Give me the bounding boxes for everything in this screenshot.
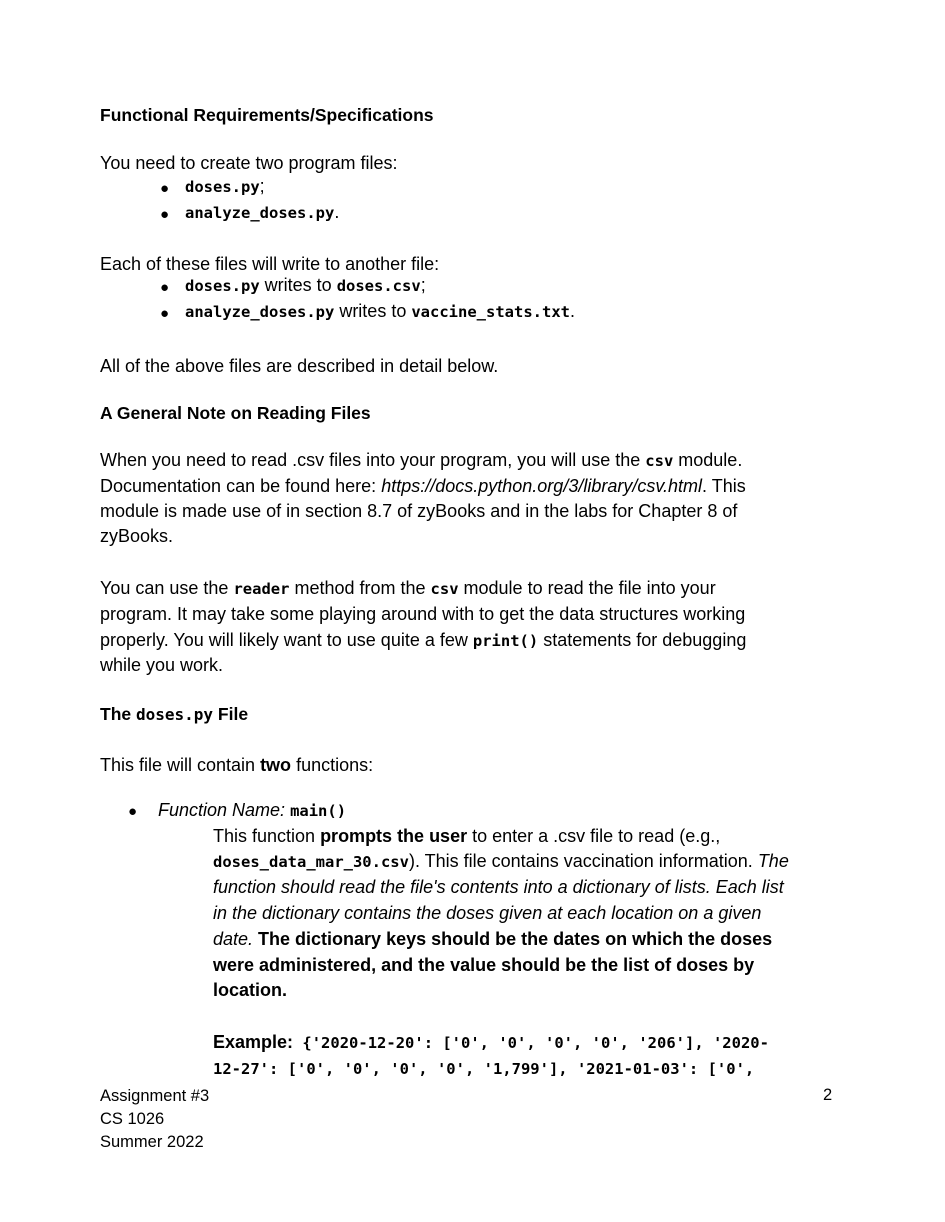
paragraph-line: zyBooks. bbox=[100, 526, 174, 546]
paragraph-line: module is made use of in section 8.7 of zyBooks and in the labs for Chapter 8 of bbox=[100, 501, 738, 521]
footer-term: Summer 2022 bbox=[100, 1133, 204, 1151]
list-item: doses.py writes to doses.csv; bbox=[185, 275, 426, 295]
footer-assignment: Assignment #3 bbox=[100, 1087, 210, 1105]
function-desc-line: in the dictionary contains the doses given at each location on a given bbox=[213, 903, 762, 923]
heading-doses-file: The doses.py File bbox=[100, 704, 249, 724]
function-desc-line: This function prompts the user to enter a .csv file to read (e.g., bbox=[213, 826, 721, 846]
list-item: analyze_doses.py. bbox=[185, 202, 340, 222]
heading-reading-files: A General Note on Reading Files bbox=[100, 403, 371, 423]
intro-text: You need to create two program files: bbox=[100, 153, 398, 173]
list-item: analyze_doses.py writes to vaccine_stats.txt. bbox=[185, 301, 575, 321]
function-name-line: Function Name: main() bbox=[158, 800, 347, 820]
list-item: doses.py; bbox=[185, 176, 265, 196]
example-line: 12-27': ['0', '0', '0', '0', '1,799'], '2021-01-03': ['0', bbox=[213, 1060, 755, 1078]
bullet: ● bbox=[160, 206, 170, 223]
function-desc-line: were administered, and the value should be the list of doses by bbox=[213, 955, 755, 975]
paragraph-line: Documentation can be found here: https://docs.python.org/3/library/csv.html. This bbox=[100, 476, 746, 496]
page-number: 2 bbox=[823, 1086, 833, 1104]
function-desc-line: date. The dictionary keys should be the dates on which the doses bbox=[213, 929, 773, 949]
paragraph-line: properly. You will likely want to use quite a few print() statements for debugging bbox=[100, 630, 747, 650]
docs-url: https://docs.python.org/3/library/csv.html bbox=[381, 476, 703, 496]
contains-text: This file will contain two functions: bbox=[100, 755, 374, 775]
function-desc-line: doses_data_mar_30.csv). This file contains vaccination information. The bbox=[213, 851, 789, 871]
paragraph-line: When you need to read .csv files into your program, you will use the csv module. bbox=[100, 450, 743, 470]
writes-intro: Each of these files will write to another file: bbox=[100, 254, 440, 274]
bullet: ● bbox=[160, 305, 170, 322]
function-desc-line: function should read the file's contents into a dictionary of lists. Each list bbox=[213, 877, 784, 897]
bullet: ● bbox=[160, 180, 170, 197]
paragraph-line: You can use the reader method from the csv module to read the file into your bbox=[100, 578, 716, 598]
paragraph-line: while you work. bbox=[100, 655, 224, 675]
bullet: ● bbox=[160, 279, 170, 296]
function-desc-line: location. bbox=[213, 980, 288, 1000]
heading-functional-requirements: Functional Requirements/Specifications bbox=[100, 105, 434, 125]
paragraph-line: program. It may take some playing around with to get the data structures working bbox=[100, 604, 746, 624]
bullet: ● bbox=[128, 803, 138, 820]
example-line: Example: {'2020-12-20': ['0', '0', '0', '0', '206'], '2020- bbox=[213, 1032, 769, 1052]
described-text: All of the above files are described in detail below. bbox=[100, 356, 499, 376]
footer-course: CS 1026 bbox=[100, 1110, 165, 1128]
